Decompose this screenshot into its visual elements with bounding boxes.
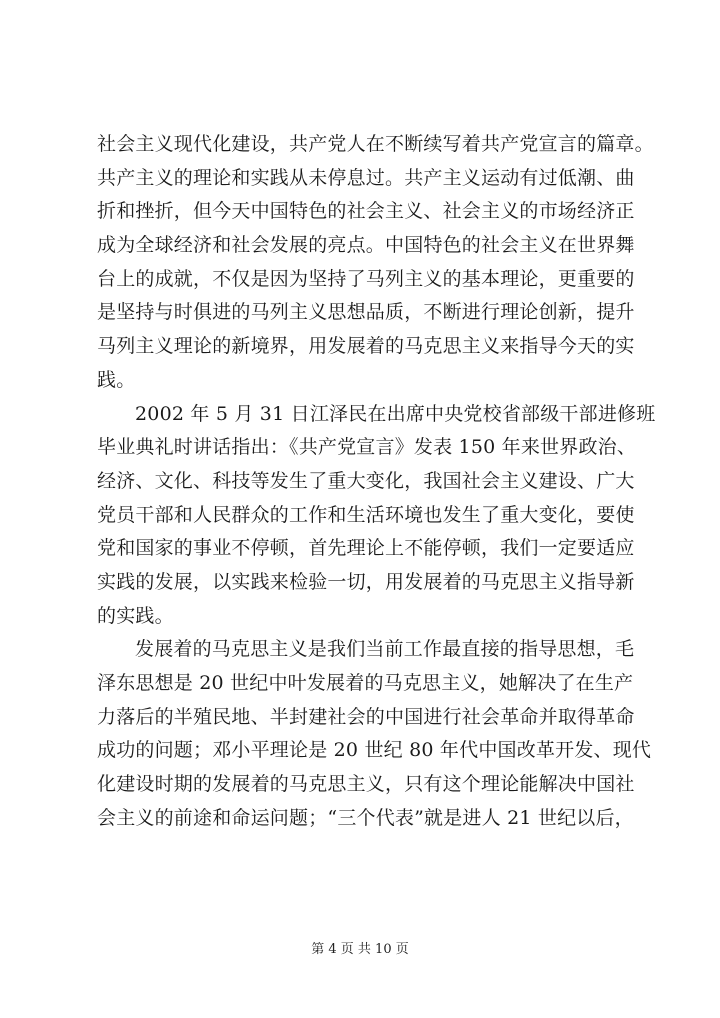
text-line: 台上的成就，不仅是因为坚持了马列主义的基本理论，更重要的 — [97, 267, 635, 290]
text-line: 会主义的前途和命运问题；“三个代表”就是进人 21 世纪以后， — [97, 806, 634, 829]
paragraph-start-line: 发展着的马克思主义是我们当前工作最直接的指导思想，毛 — [135, 638, 635, 661]
text-line: 马列主义理论的新境界，用发展着的马克思主义来指导今天的实 — [97, 335, 635, 358]
text-line: 的实践。 — [97, 604, 174, 627]
text-line: 力落后的半殖民地、半封建社会的中国进行社会革命并取得革命 — [97, 705, 635, 728]
text-line: 化建设时期的发展着的马克思主义，只有这个理论能解决中国社 — [97, 773, 635, 796]
text-line: 党和国家的事业不停顿，首先理论上不能停顿，我们一定要适应 — [97, 537, 635, 560]
text-line: 实践的发展，以实践来检验一切，用发展着的马克思主义指导新 — [97, 570, 635, 593]
text-line: 成为全球经济和社会发展的亮点。中国特色的社会主义在世界舞 — [97, 234, 635, 257]
text-line: 党员干部和人民群众的工作和生活环境也发生了重大变化，要使 — [97, 503, 635, 526]
body-text — [97, 128, 657, 835]
text-line: 社会主义现代化建设，共产党人在不断续写着共产党宣言的篇章。 — [97, 133, 654, 155]
page-footer: 第 4 页 共 10 页 — [311, 942, 409, 957]
text-line: 是坚持与时俱进的马列主义思想品质，不断进行理论创新，提升 — [97, 301, 635, 324]
paragraph-start-line: 2002 年 5 月 31 日江泽民在出席中央党校省部级干部进修班 — [135, 402, 656, 425]
text-line: 经济、文化、科技等发生了重大变化，我国社会主义建设、广大 — [97, 469, 635, 492]
text-line: 毕业典礼时讲话指出：《共产党宣言》发表 150 年来世界政治、 — [97, 436, 637, 459]
text-line: 折和挫折，但今天中国特色的社会主义、社会主义的市场经济正 — [97, 200, 635, 223]
text-line: 共产主义的理论和实践从未停息过。共产主义运动有过低潮、曲 — [97, 166, 635, 189]
text-line: 践。 — [97, 368, 136, 391]
text-line: 成功的问题；邓小平理论是 20 世纪 80 年代中国改革开发、现代 — [97, 739, 652, 762]
text-line: 泽东思想是 20 世纪中叶发展着的马克思主义，她解决了在生产 — [97, 672, 634, 694]
